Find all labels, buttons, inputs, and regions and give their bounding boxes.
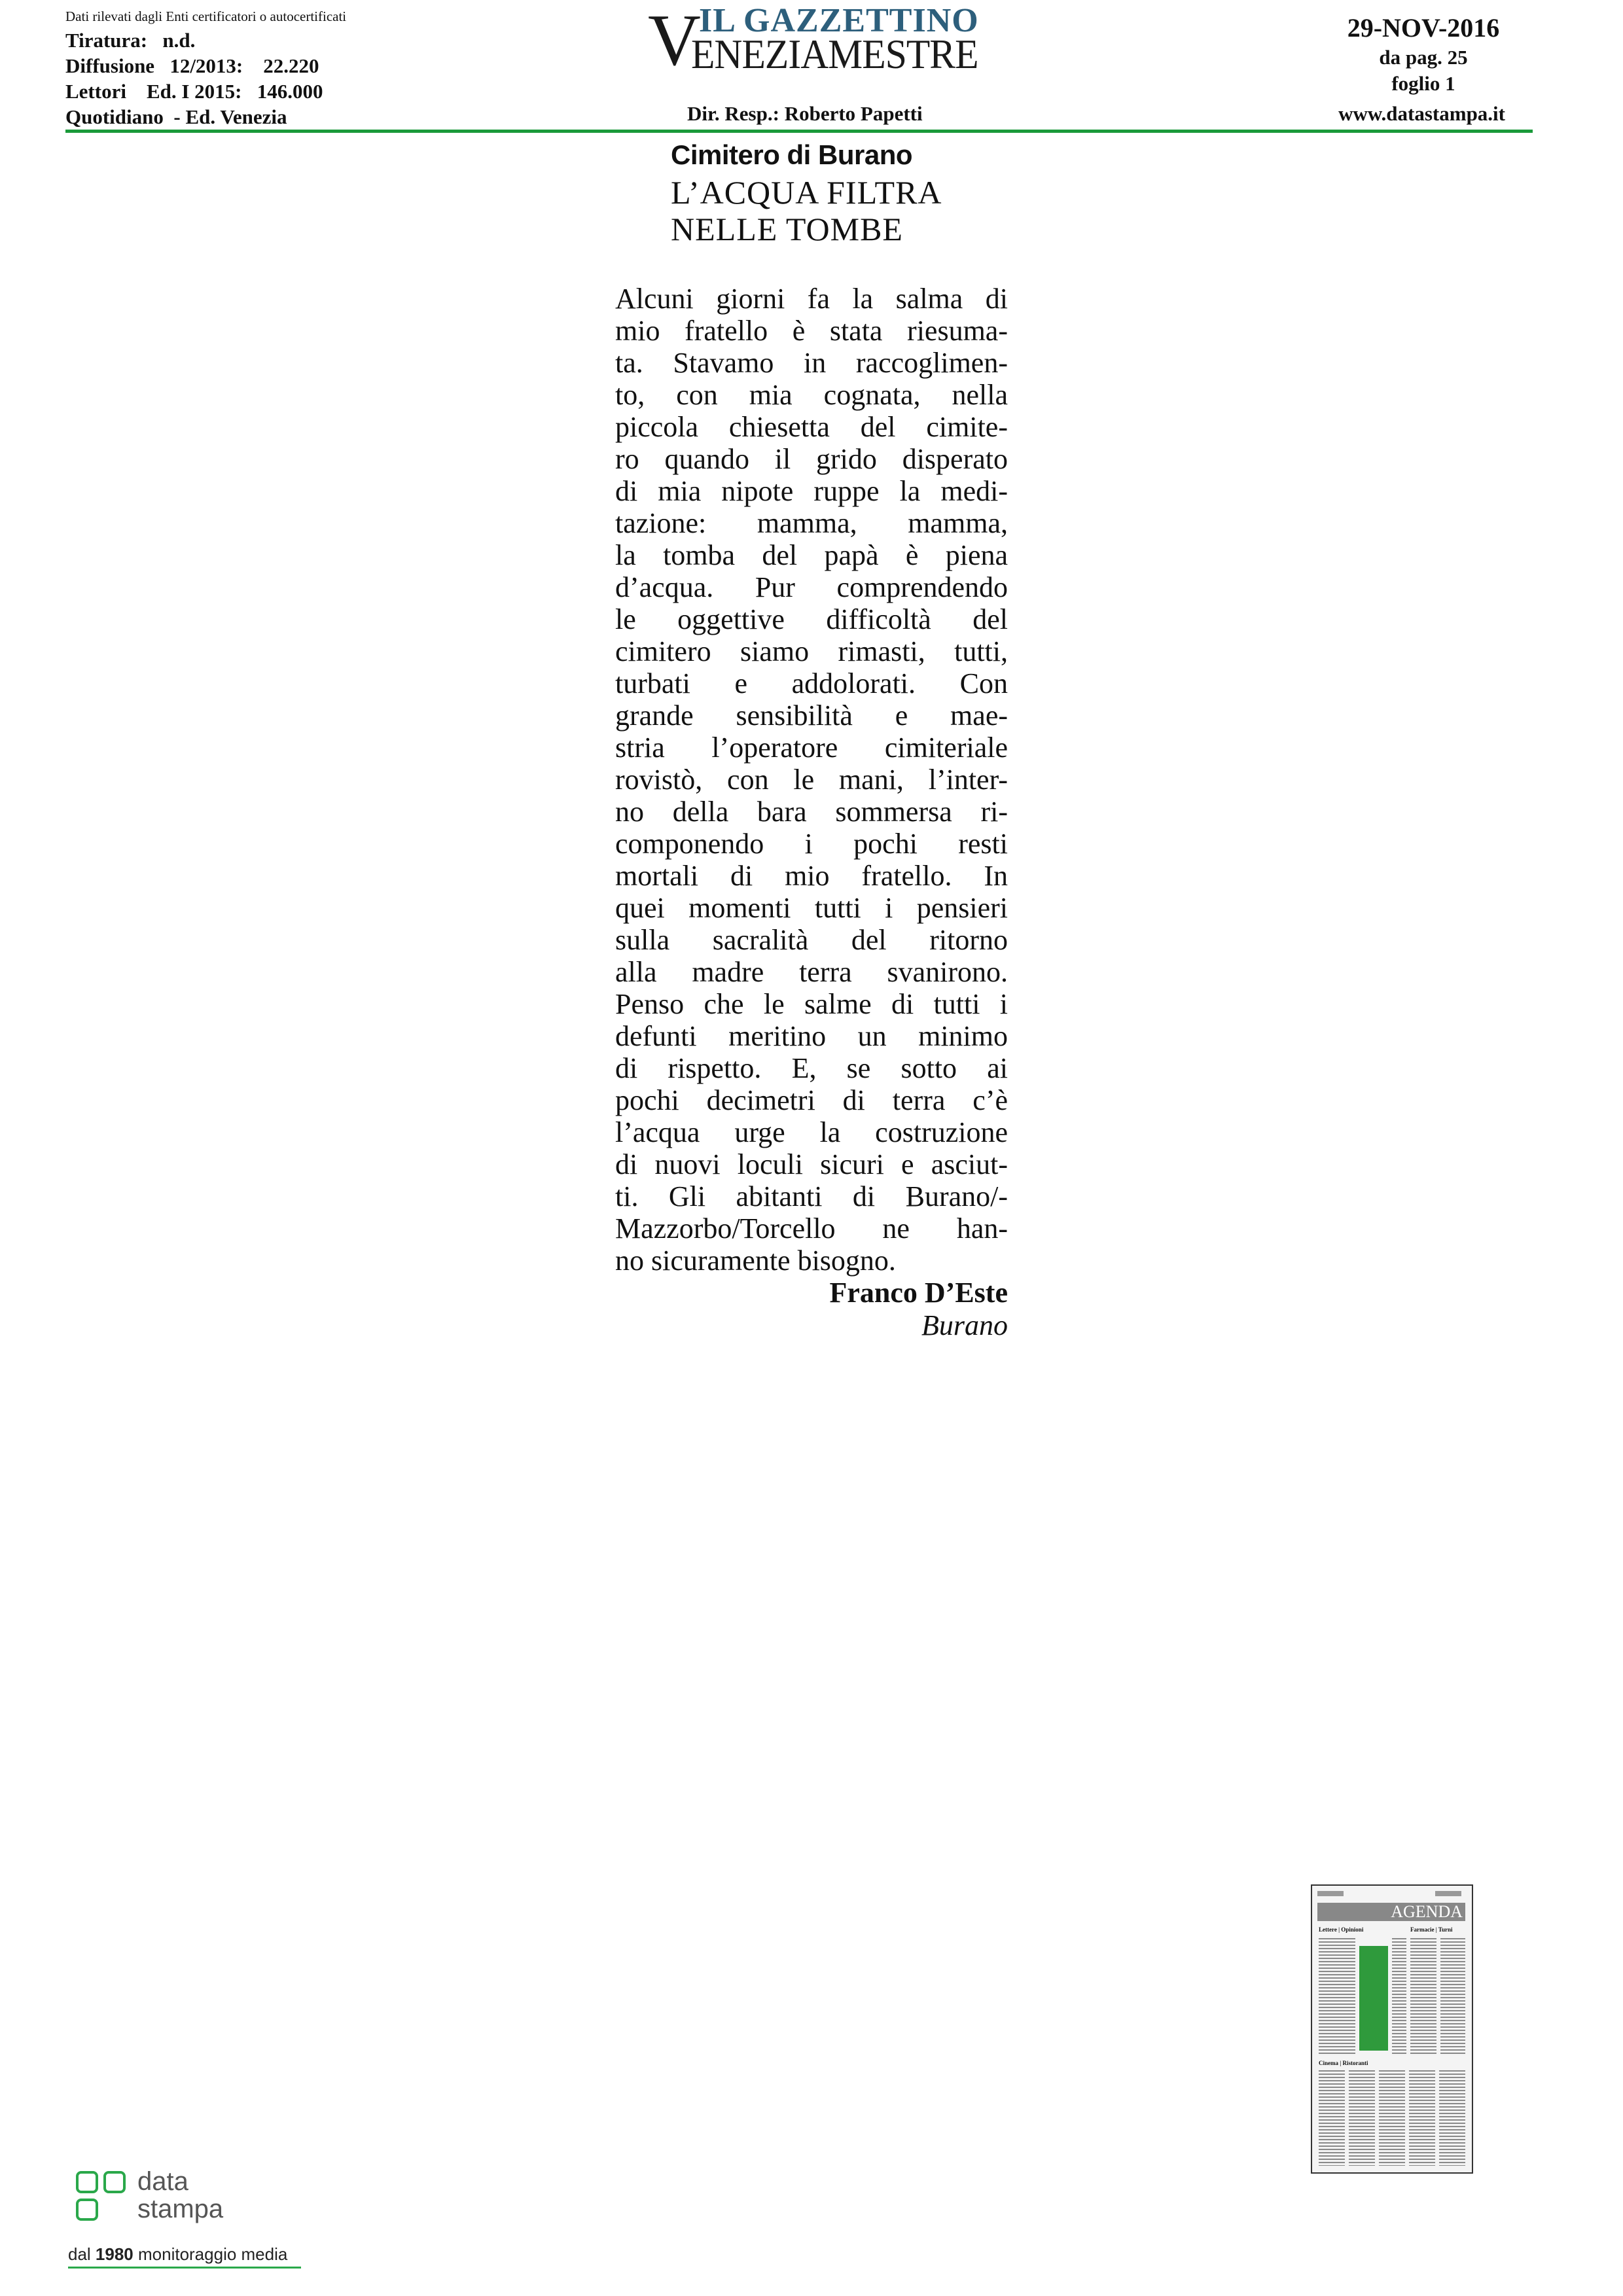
- masthead-initial: V: [648, 0, 701, 81]
- logo-tagline: [68, 2244, 287, 2265]
- article-line: di rispetto. E, se sotto ai: [615, 1052, 1008, 1084]
- masthead-bottom: ENEZIAMESTRE: [691, 31, 978, 77]
- article-line: no sicuramente bisogno.: [615, 1245, 896, 1277]
- article-line: stria l’operatore cimiteriale: [615, 732, 1008, 764]
- article-line: cimitero siamo rimasti, tutti,: [615, 635, 1008, 667]
- page-number: da pag. 25: [1379, 46, 1468, 69]
- article: [615, 136, 1008, 1342]
- article-line: defunti meritino un minimo: [615, 1020, 1008, 1052]
- thumbnail-column: [1379, 2070, 1405, 2166]
- thumbnail-section-title: AGENDA: [1317, 1903, 1465, 1921]
- page-thumbnail[interactable]: [1311, 1884, 1473, 2174]
- logo-square-icon: [76, 2199, 98, 2221]
- article-line: tazione: mamma, mamma,: [615, 507, 1008, 539]
- article-line: no della bara sommersa ri-: [615, 796, 1008, 828]
- logo-underline: [68, 2267, 301, 2269]
- header-info: [65, 8, 346, 130]
- article-author: Franco D’Este: [829, 1277, 1008, 1309]
- article-line: turbati e addolorati. Con: [615, 667, 1008, 699]
- thumbnail-section-left: Lettere | Opinioni: [1319, 1926, 1364, 1933]
- article-line: componendo i pochi resti: [615, 828, 1008, 860]
- article-line: grande sensibilità e mae-: [615, 699, 1008, 732]
- article-line: mio fratello è stata riesuma-: [615, 315, 1008, 347]
- article-line: alla madre terra svanirono.: [615, 956, 1008, 988]
- article-line: quei momenti tutti i pensieri: [615, 892, 1008, 924]
- article-kicker: Cimitero di Burano: [671, 139, 913, 170]
- article-line: sulla sacralità del ritorno: [615, 924, 1008, 956]
- article-body: [615, 283, 1008, 1277]
- article-line: di nuovi loculi sicuri e asciut-: [615, 1148, 1008, 1180]
- logo-tag-prefix: dal: [68, 2244, 96, 2264]
- article-line: ta. Stavamo in raccoglimen-: [615, 347, 1008, 379]
- article-line: d’acqua. Pur comprendendo: [615, 571, 1008, 603]
- article-line: to, con mia cognata, nella: [615, 379, 1008, 411]
- article-line: Alcuni giorni fa la salma di: [615, 283, 1008, 315]
- sheet-number: foglio 1: [1391, 72, 1455, 95]
- logo-word-stampa: stampa: [137, 2195, 224, 2223]
- logo-word-data: data: [137, 2167, 188, 2196]
- article-line: le oggettive difficoltà del: [615, 603, 1008, 635]
- article-line: ro quando il grido disperato: [615, 443, 1008, 475]
- header-divider: [65, 130, 1533, 133]
- director: Dir. Resp.: Roberto Papetti: [687, 102, 923, 125]
- diffusione: Diffusione 12/2013: 22.220: [65, 54, 319, 77]
- logo-square-icon: [76, 2171, 98, 2193]
- thumbnail-highlight: [1359, 1946, 1388, 2051]
- thumbnail-column: [1439, 2070, 1465, 2166]
- thumbnail-column: [1440, 1938, 1465, 2056]
- thumbnail-header: [1317, 1891, 1465, 1896]
- article-headline-2: NELLE TOMBE: [671, 211, 903, 247]
- article-line: rovistò, con le mani, l’inter-: [615, 764, 1008, 796]
- article-line: mortali di mio fratello. In: [615, 860, 1008, 892]
- article-line: pochi decimetri di terra c’è: [615, 1084, 1008, 1116]
- article-line: la tomba del papà è piena: [615, 539, 1008, 571]
- datastampa-logo: [65, 2166, 314, 2270]
- article-line: ti. Gli abitanti di Burano/-: [615, 1180, 1008, 1212]
- data-source-note: Dati rilevati dagli Enti certificatori o autocertificati: [65, 9, 347, 24]
- thumbnail-column: [1349, 2070, 1375, 2166]
- edition: Quotidiano - Ed. Venezia: [65, 105, 287, 128]
- logo-tag-year: 1980: [95, 2244, 134, 2264]
- logo-tag-suffix: monitoraggio media: [133, 2244, 288, 2264]
- article-headline-1: L’ACQUA FILTRA: [671, 174, 942, 211]
- thumbnail-column: [1392, 1938, 1406, 2056]
- article-line: di mia nipote ruppe la medi-: [615, 475, 1008, 507]
- publication-date: 29-NOV-2016: [1347, 13, 1500, 43]
- thumbnail-section-bottom: Cinema | Ristoranti: [1319, 2060, 1368, 2066]
- article-line: l’acqua urge la costruzione: [615, 1116, 1008, 1148]
- article-line: Mazzorbo/Torcello ne han-: [615, 1212, 1008, 1245]
- masthead-top: IL GAZZETTINO: [699, 2, 979, 39]
- thumbnail-section-right: Farmacie | Turni: [1410, 1926, 1453, 1933]
- tiratura: Tiratura: n.d.: [65, 29, 196, 52]
- thumbnail-column: [1409, 2070, 1435, 2166]
- article-place: Burano: [921, 1309, 1008, 1341]
- website-link[interactable]: www.datastampa.it: [1338, 102, 1505, 125]
- article-line: piccola chiesetta del cimite-: [615, 411, 1008, 443]
- logo-square-icon: [103, 2171, 126, 2193]
- thumbnail-column: [1410, 1938, 1436, 2056]
- newspaper-masthead: [648, 0, 1054, 79]
- lettori: Lettori Ed. I 2015: 146.000: [65, 80, 323, 103]
- thumbnail-column: [1319, 1938, 1355, 2056]
- article-line: Penso che le salme di tutti i: [615, 988, 1008, 1020]
- header-date-block: [1315, 12, 1531, 97]
- thumbnail-column: [1319, 2070, 1345, 2166]
